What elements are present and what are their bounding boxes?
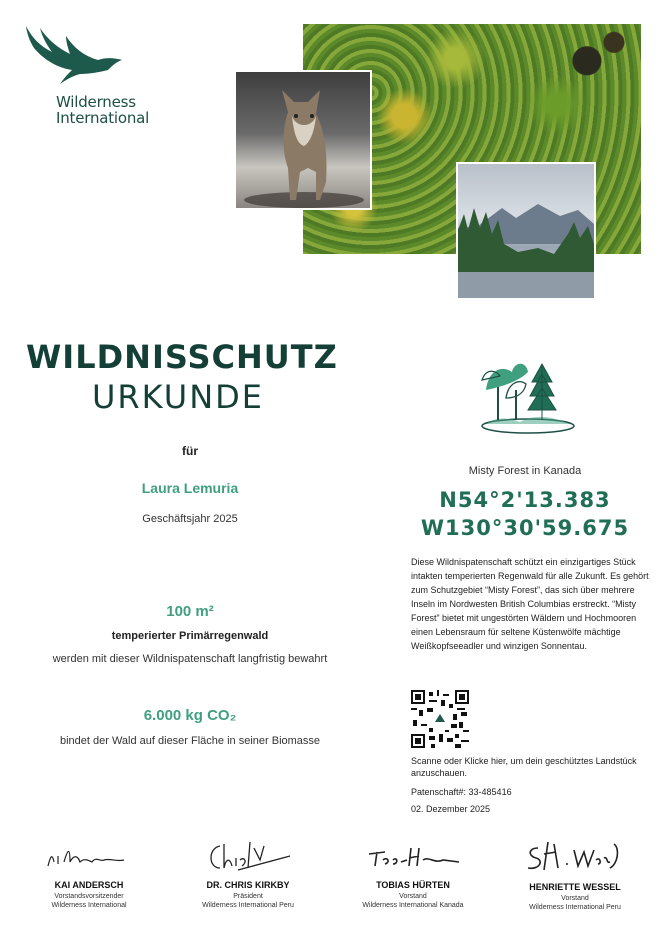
issue-date: 02. Dezember 2025 bbox=[411, 804, 491, 814]
signer-name: HENRIETTE WESSEL bbox=[529, 882, 621, 892]
signer-name: TOBIAS HÜRTEN bbox=[376, 880, 450, 890]
signature-block bbox=[500, 838, 650, 912]
forest-type: temperierter Primärregenwald bbox=[111, 630, 269, 642]
latitude: N54°2'13.383 bbox=[439, 488, 611, 512]
trees-illustration-icon bbox=[476, 350, 580, 434]
logo-line2: International bbox=[56, 109, 150, 127]
qr-code-icon[interactable] bbox=[411, 690, 469, 748]
handwritten-signature-andersch bbox=[44, 838, 134, 874]
fiscal-year: Geschäftsjahr 2025 bbox=[142, 513, 238, 525]
recipient-name: Laura Lemuria bbox=[141, 480, 239, 496]
handwritten-signature-kirkby bbox=[198, 838, 298, 874]
certificate-title: WILDNISSCHUTZ bbox=[26, 338, 338, 376]
longitude: W130°30'59.675 bbox=[420, 516, 630, 540]
signer-role: Vorstand bbox=[561, 895, 589, 902]
signature-block bbox=[14, 838, 164, 910]
signer-role: Vorstandsvorsitzender bbox=[54, 893, 124, 900]
certificate-subtitle: URKUNDE bbox=[92, 378, 264, 416]
logo bbox=[22, 24, 172, 127]
for-label: für bbox=[182, 444, 198, 458]
signature-block bbox=[338, 838, 488, 910]
signer-name: KAI ANDERSCH bbox=[54, 880, 124, 890]
sponsorship-number: Patenschaft#: 33-485416 bbox=[411, 787, 512, 797]
signer-org: Wilderness International Peru bbox=[529, 904, 621, 911]
signature-block bbox=[173, 838, 323, 910]
preserved-text: werden mit dieser Wildnispatenschaft langfristig bewahrt bbox=[52, 653, 328, 665]
logo-line1: Wilderness bbox=[56, 93, 136, 111]
eagle-icon bbox=[22, 24, 132, 86]
signer-org: Wilderness International Peru bbox=[202, 902, 294, 909]
signer-org: Wilderness International Kanada bbox=[362, 902, 464, 909]
handwritten-signature-wessel bbox=[520, 838, 630, 876]
location-description: Diese Wildnispatenschaft schützt ein einzigartiges Stück intakten temperierten Regenwald für alle Zukunft. Es gehört zum Schutzgebiet “Misty Forest”, das sich über mehrere Inseln im Nordwesten British Columbias erstreckt. “Misty Forest” bietet mit ungestörten Wäldern und Hochmooren einen Lebensraum für seltene Küstenwölfe mächtige Weißkopfseeadler und winzigen Sonnentau. bbox=[411, 557, 649, 651]
co2-value: 6.000 kg CO₂ bbox=[143, 707, 237, 724]
co2-text: bindet der Wald auf dieser Fläche in seiner Biomasse bbox=[59, 735, 321, 747]
signer-name: DR. CHRIS KIRKBY bbox=[206, 880, 290, 890]
location-name: Misty Forest in Kanada bbox=[468, 465, 582, 477]
signer-role: Vorstand bbox=[399, 893, 427, 900]
coast-forest-photo bbox=[456, 162, 596, 300]
signer-role: Präsident bbox=[233, 893, 263, 900]
area-value: 100 m² bbox=[166, 603, 214, 620]
qr-instructions-link[interactable]: Scanne oder Klicke hier, um dein geschütztes Landstück anzuschauen. bbox=[411, 756, 637, 778]
signer-org: Wilderness International bbox=[51, 902, 127, 909]
handwritten-signature-huerten bbox=[363, 838, 463, 874]
wolf-photo bbox=[234, 70, 372, 210]
